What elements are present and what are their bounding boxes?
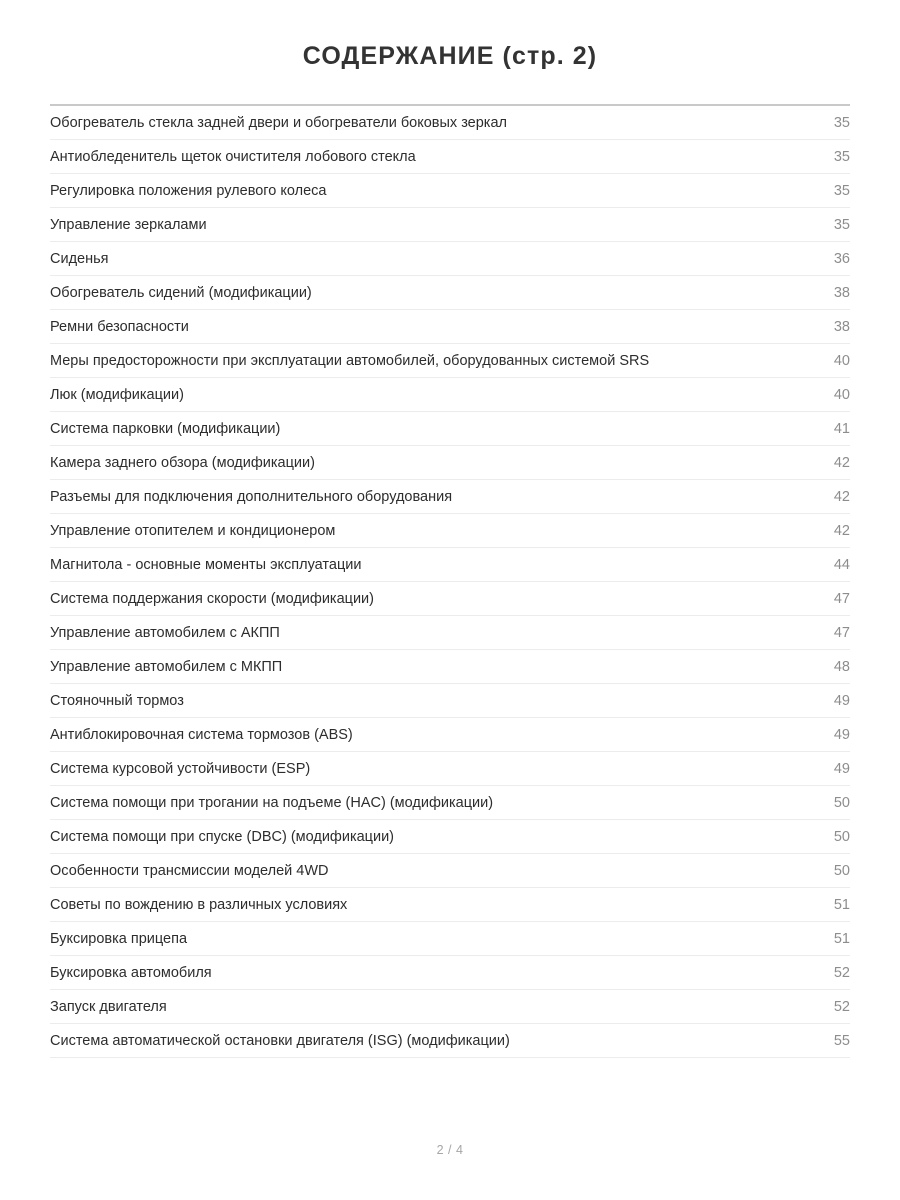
toc-entry-label: Антиблокировочная система тормозов (ABS) — [50, 727, 353, 744]
toc-entry-page-number: 51 — [833, 897, 850, 914]
toc-entry[interactable] — [50, 276, 850, 310]
toc-entry-page-number: 51 — [833, 931, 850, 948]
toc-entry-page-number: 41 — [833, 421, 850, 438]
toc-entry-label: Система автоматической остановки двигателя (ISG) (модификации) — [50, 1033, 510, 1050]
toc-entry[interactable] — [50, 174, 850, 208]
toc-entry-page-number: 42 — [833, 523, 850, 540]
toc-entry-label: Магнитола - основные моменты эксплуатации — [50, 557, 362, 574]
toc-entry-page-number: 49 — [833, 761, 850, 778]
toc-entry-page-number: 35 — [833, 217, 850, 234]
toc-entry-page-number: 35 — [833, 115, 850, 132]
toc-entry[interactable] — [50, 582, 850, 616]
toc-entry-page-number: 44 — [833, 557, 850, 574]
toc-entry-label: Антиобледенитель щеток очистителя лобового стекла — [50, 149, 416, 166]
toc-entry-label: Система помощи при спуске (DBC) (модификации) — [50, 829, 395, 846]
toc-entry[interactable] — [50, 990, 850, 1024]
toc-entry[interactable] — [50, 378, 850, 412]
toc-entry-label: Люк (модификации) — [50, 387, 184, 404]
toc-entry-page-number: 50 — [833, 829, 850, 846]
toc-entry[interactable] — [50, 888, 850, 922]
toc-entry[interactable] — [50, 820, 850, 854]
toc-entry-page-number: 47 — [833, 625, 850, 642]
toc-entry-label: Стояночный тормоз — [50, 693, 184, 710]
toc-entry[interactable] — [50, 140, 850, 174]
toc-entry-label: Особенности трансмиссии моделей 4WD — [50, 863, 329, 880]
toc-entry[interactable] — [50, 752, 850, 786]
toc-entry[interactable] — [50, 922, 850, 956]
toc-entry-label: Ремни безопасности — [50, 319, 189, 336]
page-footer: 2 / 4 — [436, 1143, 464, 1157]
toc-entry-page-number: 52 — [833, 965, 850, 982]
toc-entry[interactable] — [50, 786, 850, 820]
toc-entry-page-number: 42 — [833, 455, 850, 472]
toc-entry-page-number: 40 — [833, 353, 850, 370]
toc-entry[interactable] — [50, 650, 850, 684]
toc-entry-label: Система помощи при трогании на подъеме (HAC) (модификации) — [50, 795, 494, 812]
toc-entry-page-number: 55 — [833, 1033, 850, 1050]
toc-entry-page-number: 47 — [833, 591, 850, 608]
toc-entry[interactable] — [50, 548, 850, 582]
toc-entry-list — [50, 106, 850, 1058]
toc-entry[interactable] — [50, 718, 850, 752]
toc-entry-page-number: 50 — [833, 863, 850, 880]
toc-entry-label: Управление автомобилем с МКПП — [50, 659, 283, 676]
toc-entry[interactable] — [50, 684, 850, 718]
toc-entry[interactable] — [50, 514, 850, 548]
toc-entry[interactable] — [50, 106, 850, 140]
toc-entry-page-number: 49 — [833, 727, 850, 744]
toc-entry-page-number: 36 — [833, 251, 850, 268]
toc-entry[interactable] — [50, 344, 850, 378]
toc-entry[interactable] — [50, 242, 850, 276]
toc-entry-label: Система поддержания скорости (модификации) — [50, 591, 374, 608]
toc-entry-label: Система парковки (модификации) — [50, 421, 281, 438]
toc-entry-page-number: 38 — [833, 285, 850, 302]
toc-entry[interactable] — [50, 208, 850, 242]
toc-entry[interactable] — [50, 616, 850, 650]
toc-entry-label: Буксировка автомобиля — [50, 965, 212, 982]
toc-entry-page-number: 35 — [833, 183, 850, 200]
toc-entry-page-number: 38 — [833, 319, 850, 336]
toc-entry-label: Регулировка положения рулевого колеса — [50, 183, 327, 200]
toc-entry[interactable] — [50, 480, 850, 514]
page-title: СОДЕРЖАНИЕ (стр. 2) — [302, 42, 598, 70]
toc-entry[interactable] — [50, 956, 850, 990]
toc-entry-page-number: 49 — [833, 693, 850, 710]
toc-entry-label: Управление зеркалами — [50, 217, 207, 234]
toc-entry[interactable] — [50, 412, 850, 446]
toc-entry-label: Советы по вождению в различных условиях — [50, 897, 348, 914]
toc-entry-label: Система курсовой устойчивости (ESP) — [50, 761, 311, 778]
toc-entry[interactable] — [50, 854, 850, 888]
toc-entry-page-number: 48 — [833, 659, 850, 676]
toc-entry-page-number: 50 — [833, 795, 850, 812]
toc-entry-label: Запуск двигателя — [50, 999, 167, 1016]
toc-entry-label: Обогреватель стекла задней двери и обогреватели боковых зеркал — [50, 115, 507, 132]
toc-entry-label: Управление автомобилем с АКПП — [50, 625, 280, 642]
toc-entry-page-number: 40 — [833, 387, 850, 404]
toc-entry-label: Буксировка прицепа — [50, 931, 188, 948]
toc-entry-page-number: 35 — [833, 149, 850, 166]
toc-entry-label: Сиденья — [50, 251, 109, 268]
toc-entry-label: Меры предосторожности при эксплуатации автомобилей, оборудованных системой SRS — [50, 353, 650, 370]
toc-entry-page-number: 42 — [833, 489, 850, 506]
toc-entry-label: Разъемы для подключения дополнительного оборудования — [50, 489, 453, 506]
toc-entry-page-number: 52 — [833, 999, 850, 1016]
toc-entry-label: Камера заднего обзора (модификации) — [50, 455, 315, 472]
toc-entry[interactable] — [50, 310, 850, 344]
table-of-contents — [50, 72, 850, 1058]
toc-entry[interactable] — [50, 1024, 850, 1058]
toc-entry-label: Обогреватель сидений (модификации) — [50, 285, 312, 302]
toc-entry-label: Управление отопителем и кондиционером — [50, 523, 336, 540]
toc-entry[interactable] — [50, 446, 850, 480]
